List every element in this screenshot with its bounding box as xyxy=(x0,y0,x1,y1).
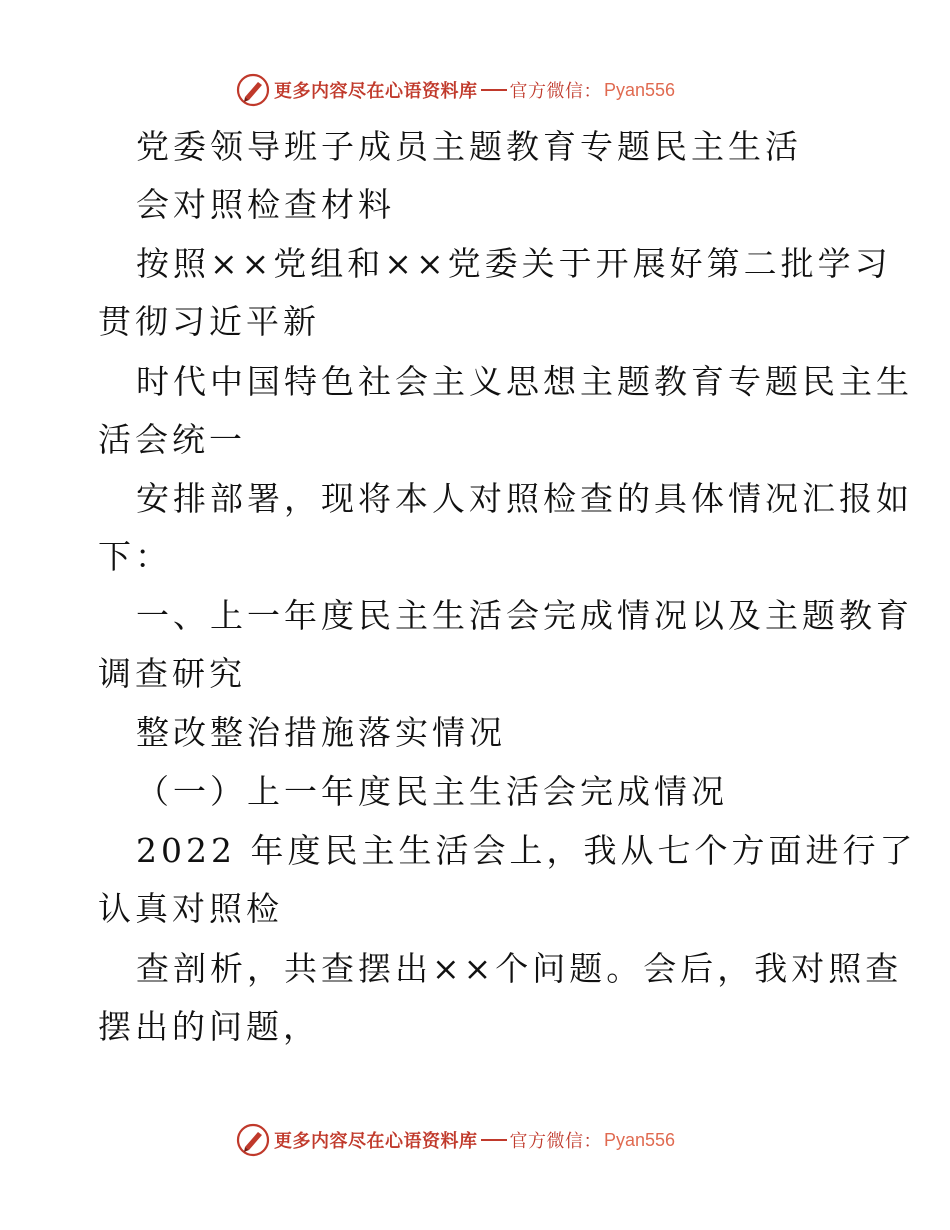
paragraph-line: 安排部署，现将本人对照检查的具体情况汇报如 xyxy=(136,479,913,518)
pen-logo-icon xyxy=(236,1123,270,1157)
document-title-line-1: 党委领导班子成员主题教育专题民主生活 xyxy=(136,127,802,166)
header-banner-sub: 官方微信： xyxy=(509,81,602,102)
footer-banner-sub: 官方微信： xyxy=(509,1131,602,1152)
paragraph-line: 2022 年度民主生活会上，我从七个方面进行了 xyxy=(136,831,917,870)
footer-banner-dash xyxy=(481,1139,507,1141)
paragraph-line: 查剖析，共查摆出××个问题。会后，我对照查 xyxy=(136,949,903,988)
subsection-heading-line: （一）上一年度民主生活会完成情况 xyxy=(136,772,728,811)
paragraph-line: 认真对照检 xyxy=(98,889,283,928)
paragraph-line: 摆出的问题， xyxy=(98,1007,320,1046)
header-banner-dash xyxy=(481,89,507,91)
paragraph-line: 按照××党组和××党委关于开展好第二批学习 xyxy=(136,244,892,283)
section-heading-line: 一、上一年度民主生活会完成情况以及主题教育 xyxy=(136,596,913,635)
header-banner-text: 更多内容尽在心语资料库 xyxy=(274,81,478,102)
paragraph-line: 活会统一 xyxy=(98,420,246,459)
footer-banner-text: 更多内容尽在心语资料库 xyxy=(274,1131,478,1152)
footer-banner xyxy=(236,1122,675,1158)
paragraph-line: 时代中国特色社会主义思想主题教育专题民主生 xyxy=(136,362,913,401)
header-banner xyxy=(236,72,675,108)
pen-logo-icon xyxy=(236,73,270,107)
section-heading-line: 整改整治措施落实情况 xyxy=(136,713,506,752)
paragraph-line: 下： xyxy=(98,537,172,576)
document-title-line-2: 会对照检查材料 xyxy=(136,185,395,224)
paragraph-line: 贯彻习近平新 xyxy=(98,302,320,341)
section-heading-line: 调查研究 xyxy=(98,654,246,693)
footer-banner-id: Pyan556 xyxy=(604,1129,676,1150)
header-banner-id: Pyan556 xyxy=(604,79,676,100)
